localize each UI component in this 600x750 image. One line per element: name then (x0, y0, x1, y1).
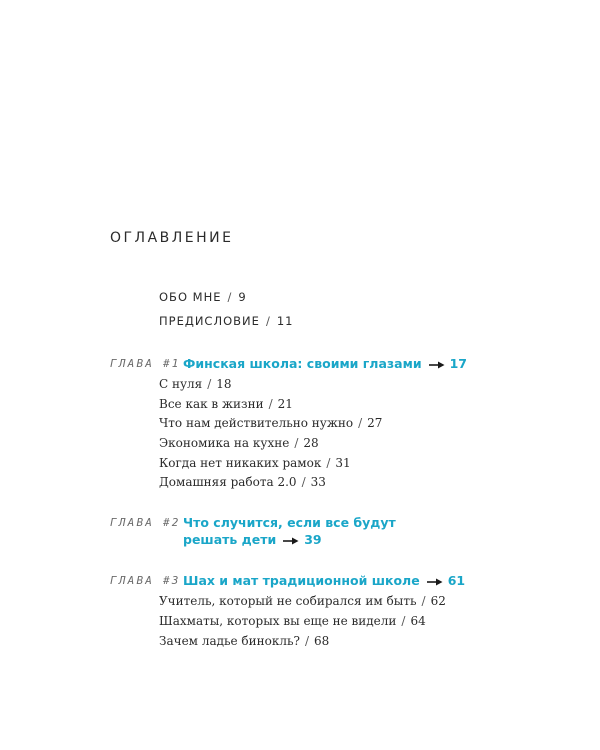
section-title: С нуля (159, 377, 203, 391)
separator: / (268, 397, 273, 411)
section-page: 31 (335, 456, 351, 470)
section-item (159, 614, 426, 628)
separator: / (421, 594, 426, 608)
section-item (159, 377, 232, 391)
chapter-word: ГЛАВА (110, 574, 155, 587)
section-item (159, 594, 446, 608)
section-title: Учитель, который не собирался им быть (159, 594, 417, 608)
chapter-title-1 (183, 355, 467, 372)
arrow-right-icon (427, 577, 443, 587)
chapter-title-3 (183, 572, 465, 589)
section-item (159, 416, 382, 430)
front-matter-page: 11 (276, 314, 294, 328)
front-matter-label: ПРЕДИСЛОВИЕ (159, 314, 260, 328)
section-title: Шахматы, которых вы еще не видели (159, 614, 397, 628)
section-item (159, 397, 293, 411)
arrow-right-icon (429, 360, 445, 370)
section-page: 27 (367, 416, 383, 430)
front-matter-label: ОБО МНЕ (159, 290, 222, 304)
chapter-label (110, 574, 181, 587)
section-page: 21 (277, 397, 293, 411)
front-matter-page: 9 (238, 290, 247, 304)
chapter-title-line: Финская школа: своими глазами (183, 356, 422, 371)
separator: / (265, 314, 271, 328)
section-page: 64 (410, 614, 426, 628)
section-item (159, 475, 326, 489)
separator: / (358, 416, 363, 430)
chapter-number: #1 (162, 357, 181, 370)
chapter-title-line: решать дети (183, 532, 277, 547)
section-title: Когда нет никаких рамок (159, 456, 322, 470)
chapter-title-2-continued (183, 531, 322, 548)
section-page: 68 (314, 634, 330, 648)
chapter-page: 17 (449, 356, 467, 371)
separator: / (294, 436, 299, 450)
separator: / (227, 290, 233, 304)
section-title: Зачем ладье бинокль? (159, 634, 300, 648)
section-title: Все как в жизни (159, 397, 264, 411)
chapter-label (110, 516, 181, 529)
section-title: Экономика на кухне (159, 436, 290, 450)
front-matter-item-about (159, 290, 247, 304)
chapter-title-line: Шах и мат традиционной школе (183, 573, 420, 588)
separator: / (207, 377, 212, 391)
chapter-number: #3 (162, 574, 181, 587)
front-matter-item-preface (159, 314, 293, 328)
section-title: Домашняя работа 2.0 (159, 475, 297, 489)
separator: / (301, 475, 306, 489)
section-item (159, 436, 319, 450)
section-item (159, 456, 351, 470)
chapter-title-line: Что случится, если все будут (183, 515, 396, 530)
chapter-word: ГЛАВА (110, 357, 155, 370)
separator: / (326, 456, 331, 470)
section-page: 18 (216, 377, 232, 391)
chapter-title-2 (183, 514, 396, 531)
separator: / (304, 634, 310, 648)
section-item (159, 634, 329, 648)
chapter-number: #2 (162, 516, 181, 529)
chapter-page: 39 (304, 532, 322, 547)
page-title: ОГЛАВЛЕНИЕ (110, 230, 234, 246)
chapter-word: ГЛАВА (110, 516, 155, 529)
separator: / (401, 614, 406, 628)
chapter-page: 61 (447, 573, 466, 588)
section-title: Что нам действительно нужно (159, 416, 354, 430)
section-page: 28 (303, 436, 319, 450)
arrow-right-icon (283, 536, 299, 546)
section-page: 62 (430, 594, 446, 608)
chapter-label (110, 357, 181, 370)
section-page: 33 (310, 475, 326, 489)
